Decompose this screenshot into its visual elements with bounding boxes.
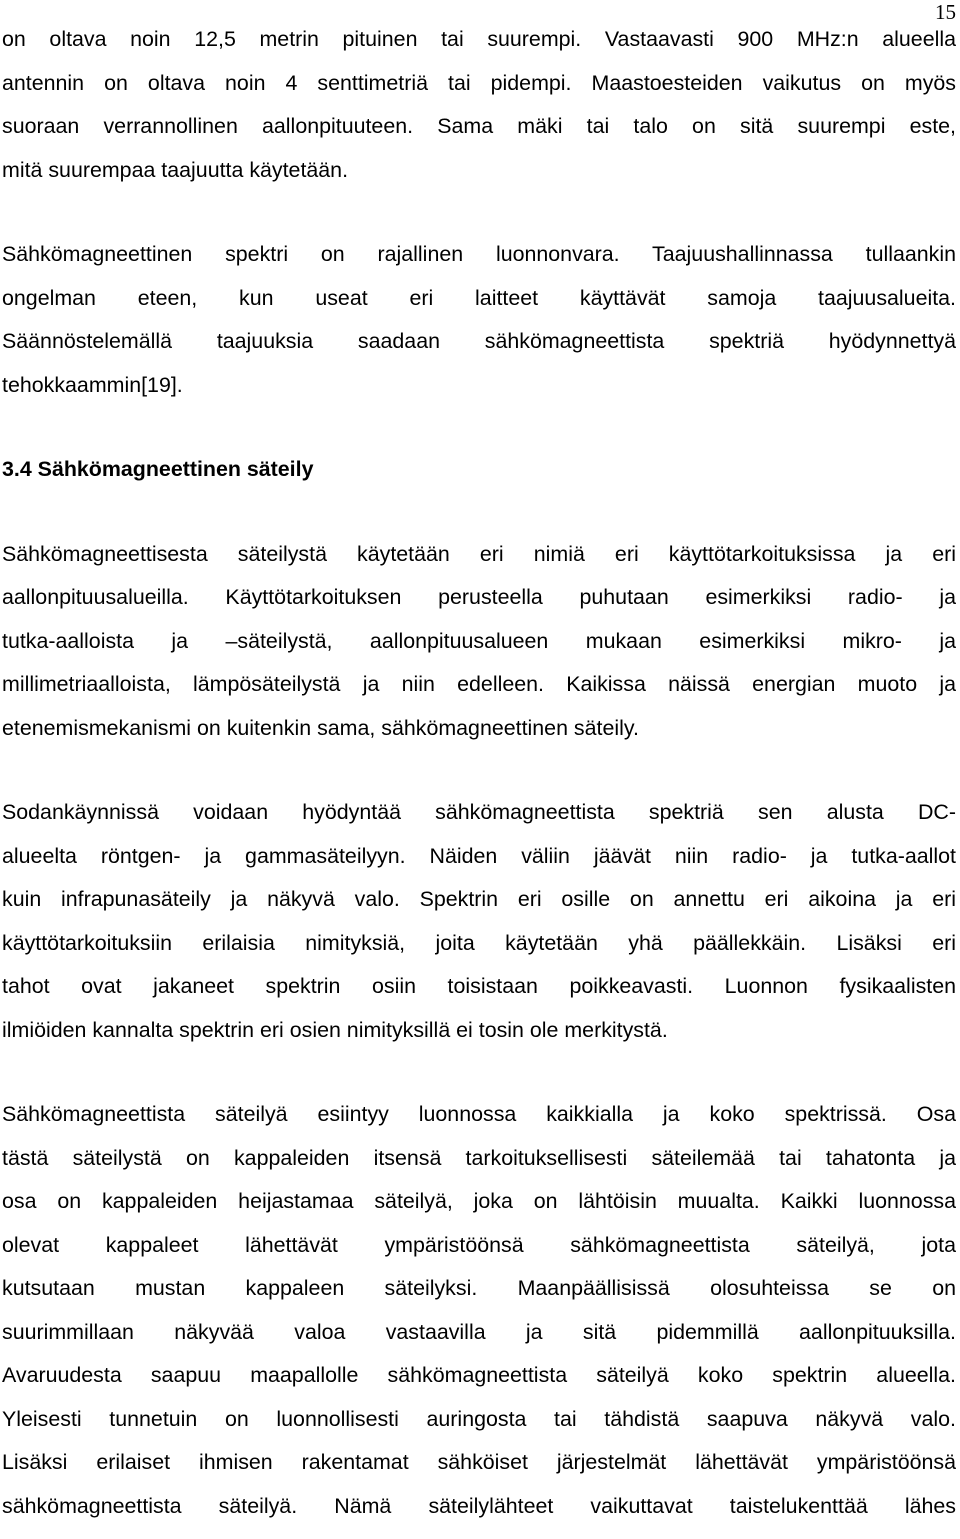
spacer — [2, 192, 956, 233]
text-line: Yleisesti tunnetuin on luonnollisesti auringosta tai tähdistä saapuva näkyvä valo. — [2, 1406, 956, 1431]
text-line: kuin infrapunasäteily ja näkyvä valo. Spektrin eri osille on annettu eri aikoina ja eri — [2, 887, 956, 911]
spacer — [2, 1052, 956, 1093]
spacer — [2, 492, 956, 533]
section-heading: 3.4 Sähkömagneettinen säteily — [2, 457, 314, 481]
spacer — [2, 750, 956, 791]
text-line: suoraan verrannollinen aallonpituuteen. Sama mäki tai talo on sitä suurempi este, — [2, 114, 956, 138]
spacer — [2, 407, 956, 448]
paragraph — [2, 1093, 956, 1528]
text-line: tahot ovat jakaneet spektrin osiin toisistaan poikkeavasti. Luonnon fysikaalisten — [2, 974, 956, 998]
text-line: mitä suurempaa taajuutta käytetään. — [2, 157, 349, 182]
text-line: etenemismekanismi on kuitenkin sama, sähkömagneettinen säteily. — [2, 715, 639, 740]
text-line: sähkömagneettista säteilyä. Nämä säteilylähteet vaikuttavat taistelukenttää lähes — [2, 1493, 956, 1518]
text-line: osa on kappaleiden heijastamaa säteilyä, joka on lähtöisin muualta. Kaikki luonnossa — [2, 1189, 956, 1213]
text-line: tutka-aalloista ja –säteilystä, aallonpituusalueen mukaan esimerkiksi mikro- ja — [2, 628, 956, 653]
text-line: aallonpituusalueilla. Käyttötarkoituksen perusteella puhutaan esimerkiksi radio- ja — [2, 585, 956, 609]
paragraph — [2, 233, 956, 407]
paragraph — [2, 791, 956, 1052]
text-line: alueelta röntgen- ja gammasäteilyyn. Näiden väliin jäävät niin radio- ja tutka-aallot — [2, 843, 956, 868]
text-line: tästä säteilystä on kappaleiden itsensä tarkoituksellisesti säteilemää tai tahatonta ja — [2, 1145, 956, 1170]
text-line: Säännöstelemällä taajuuksia saadaan sähkömagneettista spektriä hyödynnettyä — [2, 329, 956, 353]
text-line: ilmiöiden kannalta spektrin eri osien nimityksillä ei tosin ole merkitystä. — [2, 1017, 668, 1042]
text-line: Sähkömagneettisesta säteilystä käytetään eri nimiä eri käyttötarkoituksissa ja eri — [2, 541, 956, 566]
text-line: Sähkömagneettista säteilyä esiintyy luonnossa kaikkialla ja koko spektrissä. Osa — [2, 1102, 956, 1126]
text-line: ongelman eteen, kun useat eri laitteet käyttävät samoja taajuusalueita. — [2, 285, 956, 310]
text-line: käyttötarkoituksiin erilaisia nimityksiä, joita käytetään yhä päällekkäin. Lisäksi eri — [2, 930, 956, 955]
paragraph — [2, 18, 956, 192]
text-line: Sähkömagneettinen spektri on rajallinen luonnonvara. Taajuushallinnassa tullaankin — [2, 242, 956, 266]
text-line: antennin on oltava noin 4 senttimetriä tai pidempi. Maastoesteiden vaikutus on myös — [2, 70, 956, 95]
text-line: millimetriaalloista, lämpösäteilystä ja niin edelleen. Kaikissa näissä energian muoto ja — [2, 672, 956, 696]
text-line: Sodankäynnissä voidaan hyödyntää sähkömagneettista spektriä sen alusta DC- — [2, 800, 956, 824]
text-line: suurimmillaan näkyvää valoa vastaavilla ja sitä pidemmillä aallonpituuksilla. — [2, 1319, 956, 1344]
page-body — [2, 18, 956, 1528]
text-line: on oltava noin 12,5 metrin pituinen tai suurempi. Vastaavasti 900 MHz:n alueella — [2, 27, 956, 51]
paragraph — [2, 533, 956, 751]
text-line: kutsutaan mustan kappaleen säteilyksi. Maanpäällisissä olosuhteissa se on — [2, 1276, 956, 1300]
text-line: Avaruudesta saapuu maapallolle sähkömagneettista säteilyä koko spektrin alueella. — [2, 1363, 956, 1387]
text-line: tehokkaammin[19]. — [2, 372, 183, 397]
page-number: 15 — [935, 0, 956, 24]
text-line: Lisäksi erilaiset ihmisen rakentamat sähköiset järjestelmät lähettävät ympäristöönsä — [2, 1450, 956, 1474]
text-line: olevat kappaleet lähettävät ympäristöönsä sähkömagneettista säteilyä, jota — [2, 1232, 956, 1257]
